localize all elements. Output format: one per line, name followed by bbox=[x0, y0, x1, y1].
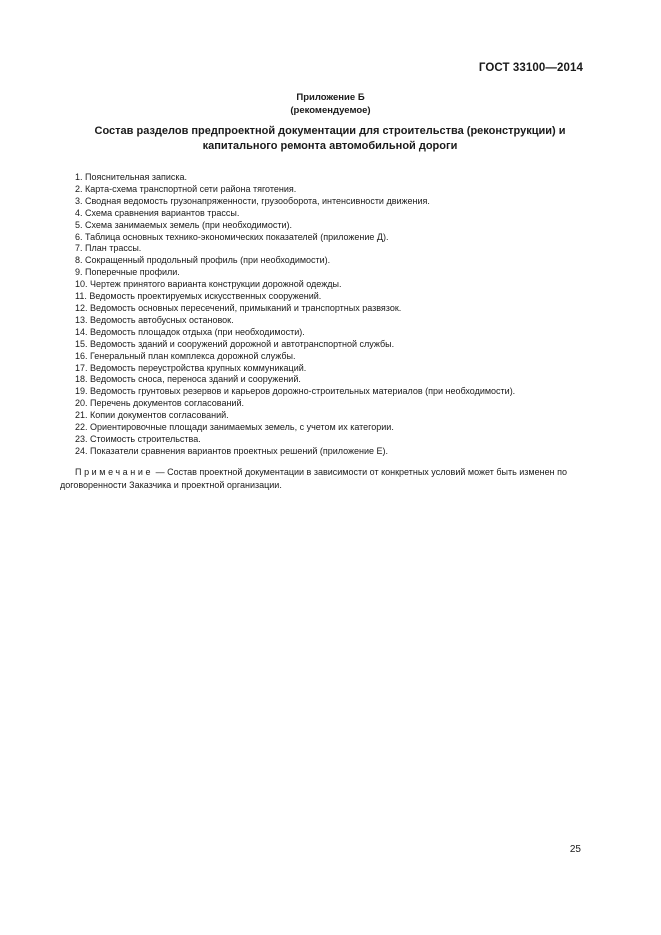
appendix-heading bbox=[0, 91, 661, 117]
standard-code: ГОСТ 33100—2014 bbox=[478, 62, 583, 74]
list-item: 17. Ведомость переустройства крупных коммуникаций. bbox=[75, 362, 307, 373]
list-item: 1. Пояснительная записка. bbox=[75, 172, 188, 182]
list-item: 18. Ведомость сноса, переноса зданий и сооружений. bbox=[75, 374, 301, 385]
note-label: Примечание bbox=[75, 467, 154, 477]
list-item: 13. Ведомость автобусных остановок. bbox=[75, 314, 234, 325]
note-text: — Состав проектной документации в зависимости от конкретных условий может быть изменен по договоренности Заказчика и проектной организации. bbox=[60, 467, 567, 490]
list-item: 3. Сводная ведомость грузонапряженности, грузооборота, интенсивности движения. bbox=[75, 195, 430, 206]
list-item: 6. Таблица основных технико-экономических показателей (приложение Д). bbox=[75, 231, 389, 242]
list-item: 8. Сокращенный продольный профиль (при необходимости). bbox=[75, 255, 331, 266]
document-sections-list bbox=[75, 172, 595, 458]
list-item: 21. Копии документов согласований. bbox=[75, 410, 229, 421]
list-item: 20. Перечень документов согласований. bbox=[75, 398, 244, 409]
list-item: 12. Ведомость основных пересечений, примыканий и транспортных развязок. bbox=[75, 302, 402, 313]
list-item: 10. Чертеж принятого варианта конструкции дорожной одежды. bbox=[75, 279, 342, 290]
list-item: 16. Генеральный план комплекса дорожной службы. bbox=[75, 350, 296, 361]
appendix-status: (рекомендуемое) bbox=[290, 105, 371, 116]
note-paragraph bbox=[60, 466, 584, 492]
list-item: 19. Ведомость грунтовых резервов и карьеров дорожно-строительных материалов (при необходимости). bbox=[75, 386, 516, 397]
document-title-line: Состав разделов предпроектной документации для строительства (реконструкции) и bbox=[94, 125, 566, 137]
list-item: 11. Ведомость проектируемых искусственных сооружений. bbox=[75, 291, 322, 302]
document-title-line: капитального ремонта автомобильной дороги bbox=[202, 140, 458, 152]
list-item: 9. Поперечные профили. bbox=[75, 267, 180, 278]
page-number: 25 bbox=[569, 844, 581, 855]
list-item: 2. Карта-схема транспортной сети района тяготения. bbox=[75, 183, 297, 194]
list-item: 24. Показатели сравнения вариантов проектных решений (приложение Е). bbox=[75, 445, 389, 456]
list-item: 4. Схема сравнения вариантов трассы. bbox=[75, 207, 240, 218]
list-item: 22. Ориентировочные площади занимаемых земель, с учетом их категории. bbox=[75, 422, 394, 433]
list-item: 15. Ведомость зданий и сооружений дорожной и автотранспортной службы. bbox=[75, 338, 395, 349]
list-item: 5. Схема занимаемых земель (при необходимости). bbox=[75, 219, 293, 230]
list-item: 7. План трассы. bbox=[75, 243, 142, 254]
list-item: 23. Стоимость строительства. bbox=[75, 433, 201, 444]
appendix-title: Приложение Б bbox=[296, 92, 365, 103]
list-item: 14. Ведомость площадок отдыха (при необходимости). bbox=[75, 326, 305, 337]
document-title bbox=[60, 124, 600, 154]
